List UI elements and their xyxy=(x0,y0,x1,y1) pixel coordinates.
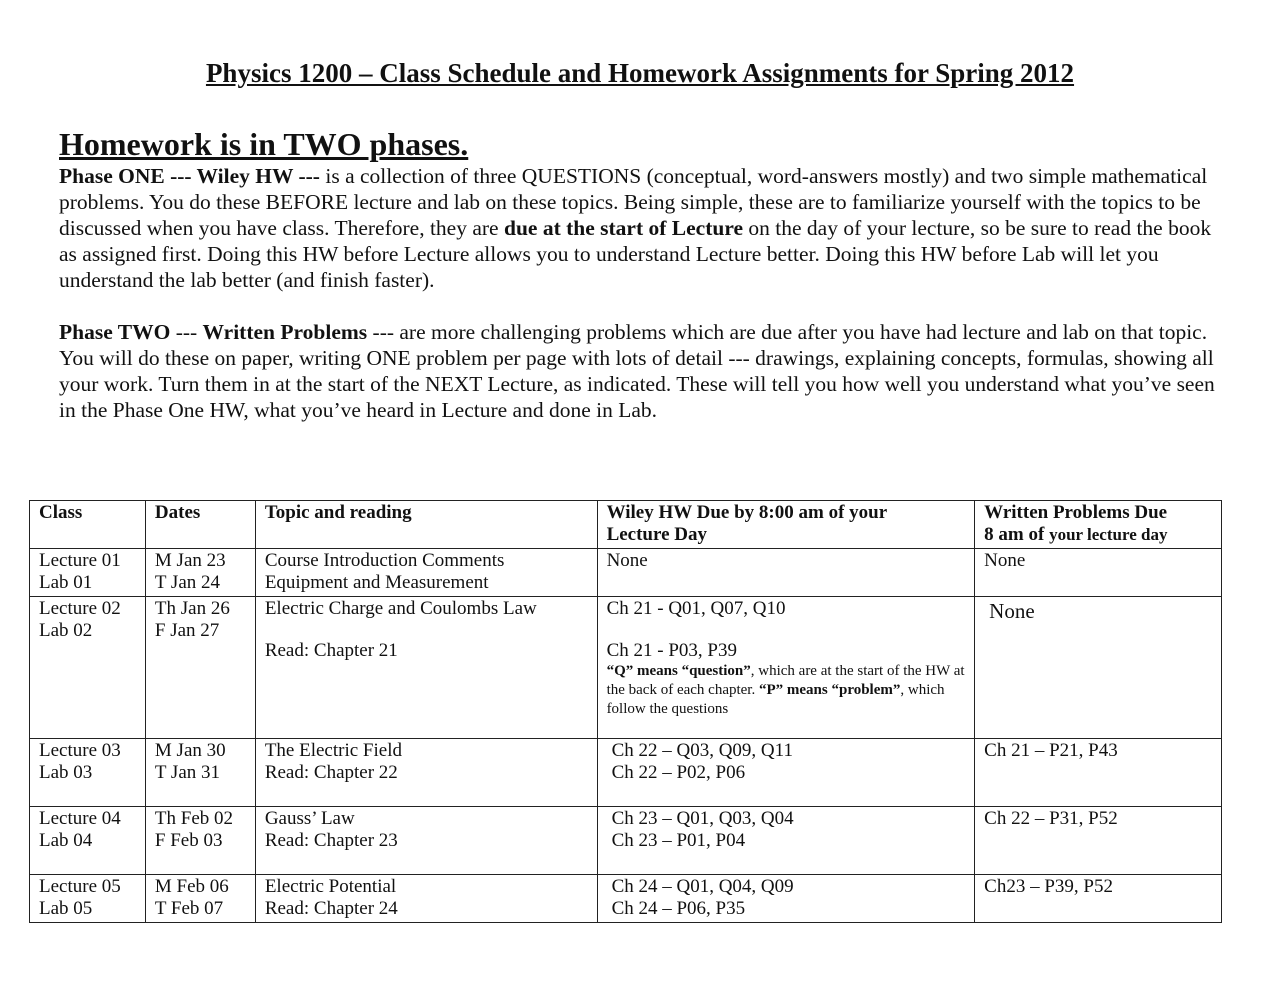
phase-two-sep: --- xyxy=(170,320,203,344)
class-lecture: Lecture 01 xyxy=(39,550,121,571)
written-line: None xyxy=(984,550,1026,571)
wiley-line: Ch 21 - P03, P39 xyxy=(606,640,737,661)
cell-dates xyxy=(145,597,255,739)
header-written-line2a: 8 am of xyxy=(984,524,1050,545)
cell-written xyxy=(975,597,1222,739)
date-lab: T Jan 31 xyxy=(154,762,220,783)
phase-one-paragraph xyxy=(59,163,1229,293)
header-class: Class xyxy=(30,501,146,549)
topic-line: The Electric Field xyxy=(264,740,402,761)
phase-two-text: --- are more challenging problems which are due after you have had lecture and lab on that topic. You will do these on paper, writing ONE problem per page with lots of detail --- drawings, explaining concepts, formulas, showing all your work. Turn them in at the start of the NEXT Lecture, as indicated. These will tell you how well you understand what you’ve seen in the Phase One HW, what you’ve heard in Lecture and done in Lab. xyxy=(59,320,1215,422)
header-dates: Dates xyxy=(145,501,255,549)
cell-wiley xyxy=(597,549,975,597)
class-lab: Lab 04 xyxy=(39,830,93,851)
class-lecture: Lecture 02 xyxy=(39,598,121,619)
cell-written xyxy=(975,549,1222,597)
cell-wiley xyxy=(597,875,975,923)
wiley-line: Ch 21 - Q01, Q07, Q10 xyxy=(606,598,786,619)
cell-written xyxy=(975,807,1222,875)
date-lecture: Th Feb 02 xyxy=(154,808,234,829)
wiley-line: Ch 23 – P01, P04 xyxy=(611,830,746,851)
topic-line: Electric Charge and Coulombs Law xyxy=(264,598,537,619)
cell-dates xyxy=(145,549,255,597)
topic-line: Equipment and Measurement xyxy=(264,572,489,593)
qp-explanation-note xyxy=(607,662,967,719)
date-lab: T Jan 24 xyxy=(154,572,220,593)
class-lab: Lab 03 xyxy=(39,762,93,783)
date-lab: F Feb 03 xyxy=(154,830,223,851)
phase-one-label: Phase ONE --- Wiley HW --- xyxy=(59,164,320,188)
note-p-label: “P” means “problem” xyxy=(758,682,901,698)
wiley-line: Ch 22 – Q03, Q09, Q11 xyxy=(611,740,793,761)
written-line: Ch 21 – P21, P43 xyxy=(984,740,1118,761)
header-topic: Topic and reading xyxy=(255,501,597,549)
note-q-text: , which are at the start of the HW at the back of each chapter. xyxy=(606,663,965,698)
topic-line: Read: Chapter 24 xyxy=(264,898,398,919)
note-q-label: “Q” means “question” xyxy=(606,663,751,679)
cell-class xyxy=(30,739,146,807)
header-written-line2 xyxy=(984,524,1213,546)
header-written-line2b: your lecture day xyxy=(1049,525,1168,544)
cell-topic xyxy=(255,807,597,875)
table-row xyxy=(30,807,1222,875)
cell-class xyxy=(30,807,146,875)
header-written xyxy=(975,501,1222,549)
cell-class xyxy=(30,597,146,739)
cell-wiley xyxy=(597,739,975,807)
class-lecture: Lecture 04 xyxy=(39,808,121,829)
written-line: None xyxy=(989,599,1035,623)
cell-written xyxy=(975,875,1222,923)
class-lab: Lab 01 xyxy=(39,572,93,593)
class-lab: Lab 02 xyxy=(39,620,93,641)
cell-wiley xyxy=(597,597,975,739)
written-line: Ch23 – P39, P52 xyxy=(984,876,1113,897)
cell-dates xyxy=(145,807,255,875)
topic-line: Gauss’ Law xyxy=(264,808,355,829)
cell-wiley xyxy=(597,807,975,875)
cell-written xyxy=(975,739,1222,807)
table-header-row xyxy=(30,501,1222,549)
topic-line: Read: Chapter 22 xyxy=(264,762,398,783)
date-lecture: Th Jan 26 xyxy=(154,598,230,619)
cell-dates xyxy=(145,875,255,923)
table-row xyxy=(30,597,1222,739)
note-p-text: , which follow the questions xyxy=(606,682,945,717)
class-lecture: Lecture 05 xyxy=(39,876,121,897)
date-lab: T Feb 07 xyxy=(154,898,224,919)
header-written-line1: Written Problems Due xyxy=(984,502,1168,523)
date-lecture: M Jan 30 xyxy=(154,740,226,761)
header-wiley-line1: Wiley HW Due by 8:00 am of your xyxy=(606,502,888,523)
wiley-line: Ch 24 – Q01, Q04, Q09 xyxy=(611,876,794,897)
phase-two-label: Phase TWO xyxy=(59,320,171,344)
topic-line: Course Introduction Comments xyxy=(264,550,505,571)
page-title: Physics 1200 – Class Schedule and Homework Assignments for Spring 2012 xyxy=(205,58,1075,88)
date-lecture: M Feb 06 xyxy=(154,876,229,897)
cell-topic xyxy=(255,549,597,597)
wiley-line: None xyxy=(606,550,648,571)
date-lecture: M Jan 23 xyxy=(154,550,226,571)
table-row xyxy=(30,875,1222,923)
section-heading: Homework is in TWO phases. xyxy=(59,126,469,162)
table-row xyxy=(30,739,1222,807)
cell-topic xyxy=(255,597,597,739)
phase-one-text-b: on the day of your lecture, so be sure to read the book as assigned first. Doing this HW before Lecture allows you to understand Lecture better. Doing this HW before Lab will let you understand the lab better (and finish faster). xyxy=(59,216,1212,292)
written-line: Ch 22 – P31, P52 xyxy=(984,808,1118,829)
cell-dates xyxy=(145,739,255,807)
phase-one-due-emphasis: due at the start of Lecture xyxy=(503,216,744,240)
topic-line: Electric Potential xyxy=(264,876,397,897)
schedule-table xyxy=(29,500,1222,923)
cell-class xyxy=(30,875,146,923)
cell-class xyxy=(30,549,146,597)
header-wiley xyxy=(597,501,975,549)
date-lab: F Jan 27 xyxy=(154,620,220,641)
wiley-line: Ch 23 – Q01, Q03, Q04 xyxy=(611,808,794,829)
phase-one-text-a: is a collection of three QUESTIONS (conceptual, word-answers mostly) and two simple mathematical problems. You do these BEFORE lecture and lab on these topics. Being simple, these are to familiarize yourself with the topics to be discussed when you have class. Therefore, they are xyxy=(59,164,1208,240)
cell-topic xyxy=(255,739,597,807)
phase-two-paragraph xyxy=(59,319,1229,423)
topic-line: Read: Chapter 21 xyxy=(264,640,398,661)
class-lab: Lab 05 xyxy=(39,898,93,919)
table-row xyxy=(30,549,1222,597)
class-lecture: Lecture 03 xyxy=(39,740,121,761)
wiley-line: Ch 24 – P06, P35 xyxy=(611,898,746,919)
header-wiley-line2: Lecture Day xyxy=(606,524,707,545)
topic-line: Read: Chapter 23 xyxy=(264,830,398,851)
phase-two-written-label: Written Problems xyxy=(202,320,368,344)
wiley-line: Ch 22 – P02, P06 xyxy=(611,762,746,783)
cell-topic xyxy=(255,875,597,923)
